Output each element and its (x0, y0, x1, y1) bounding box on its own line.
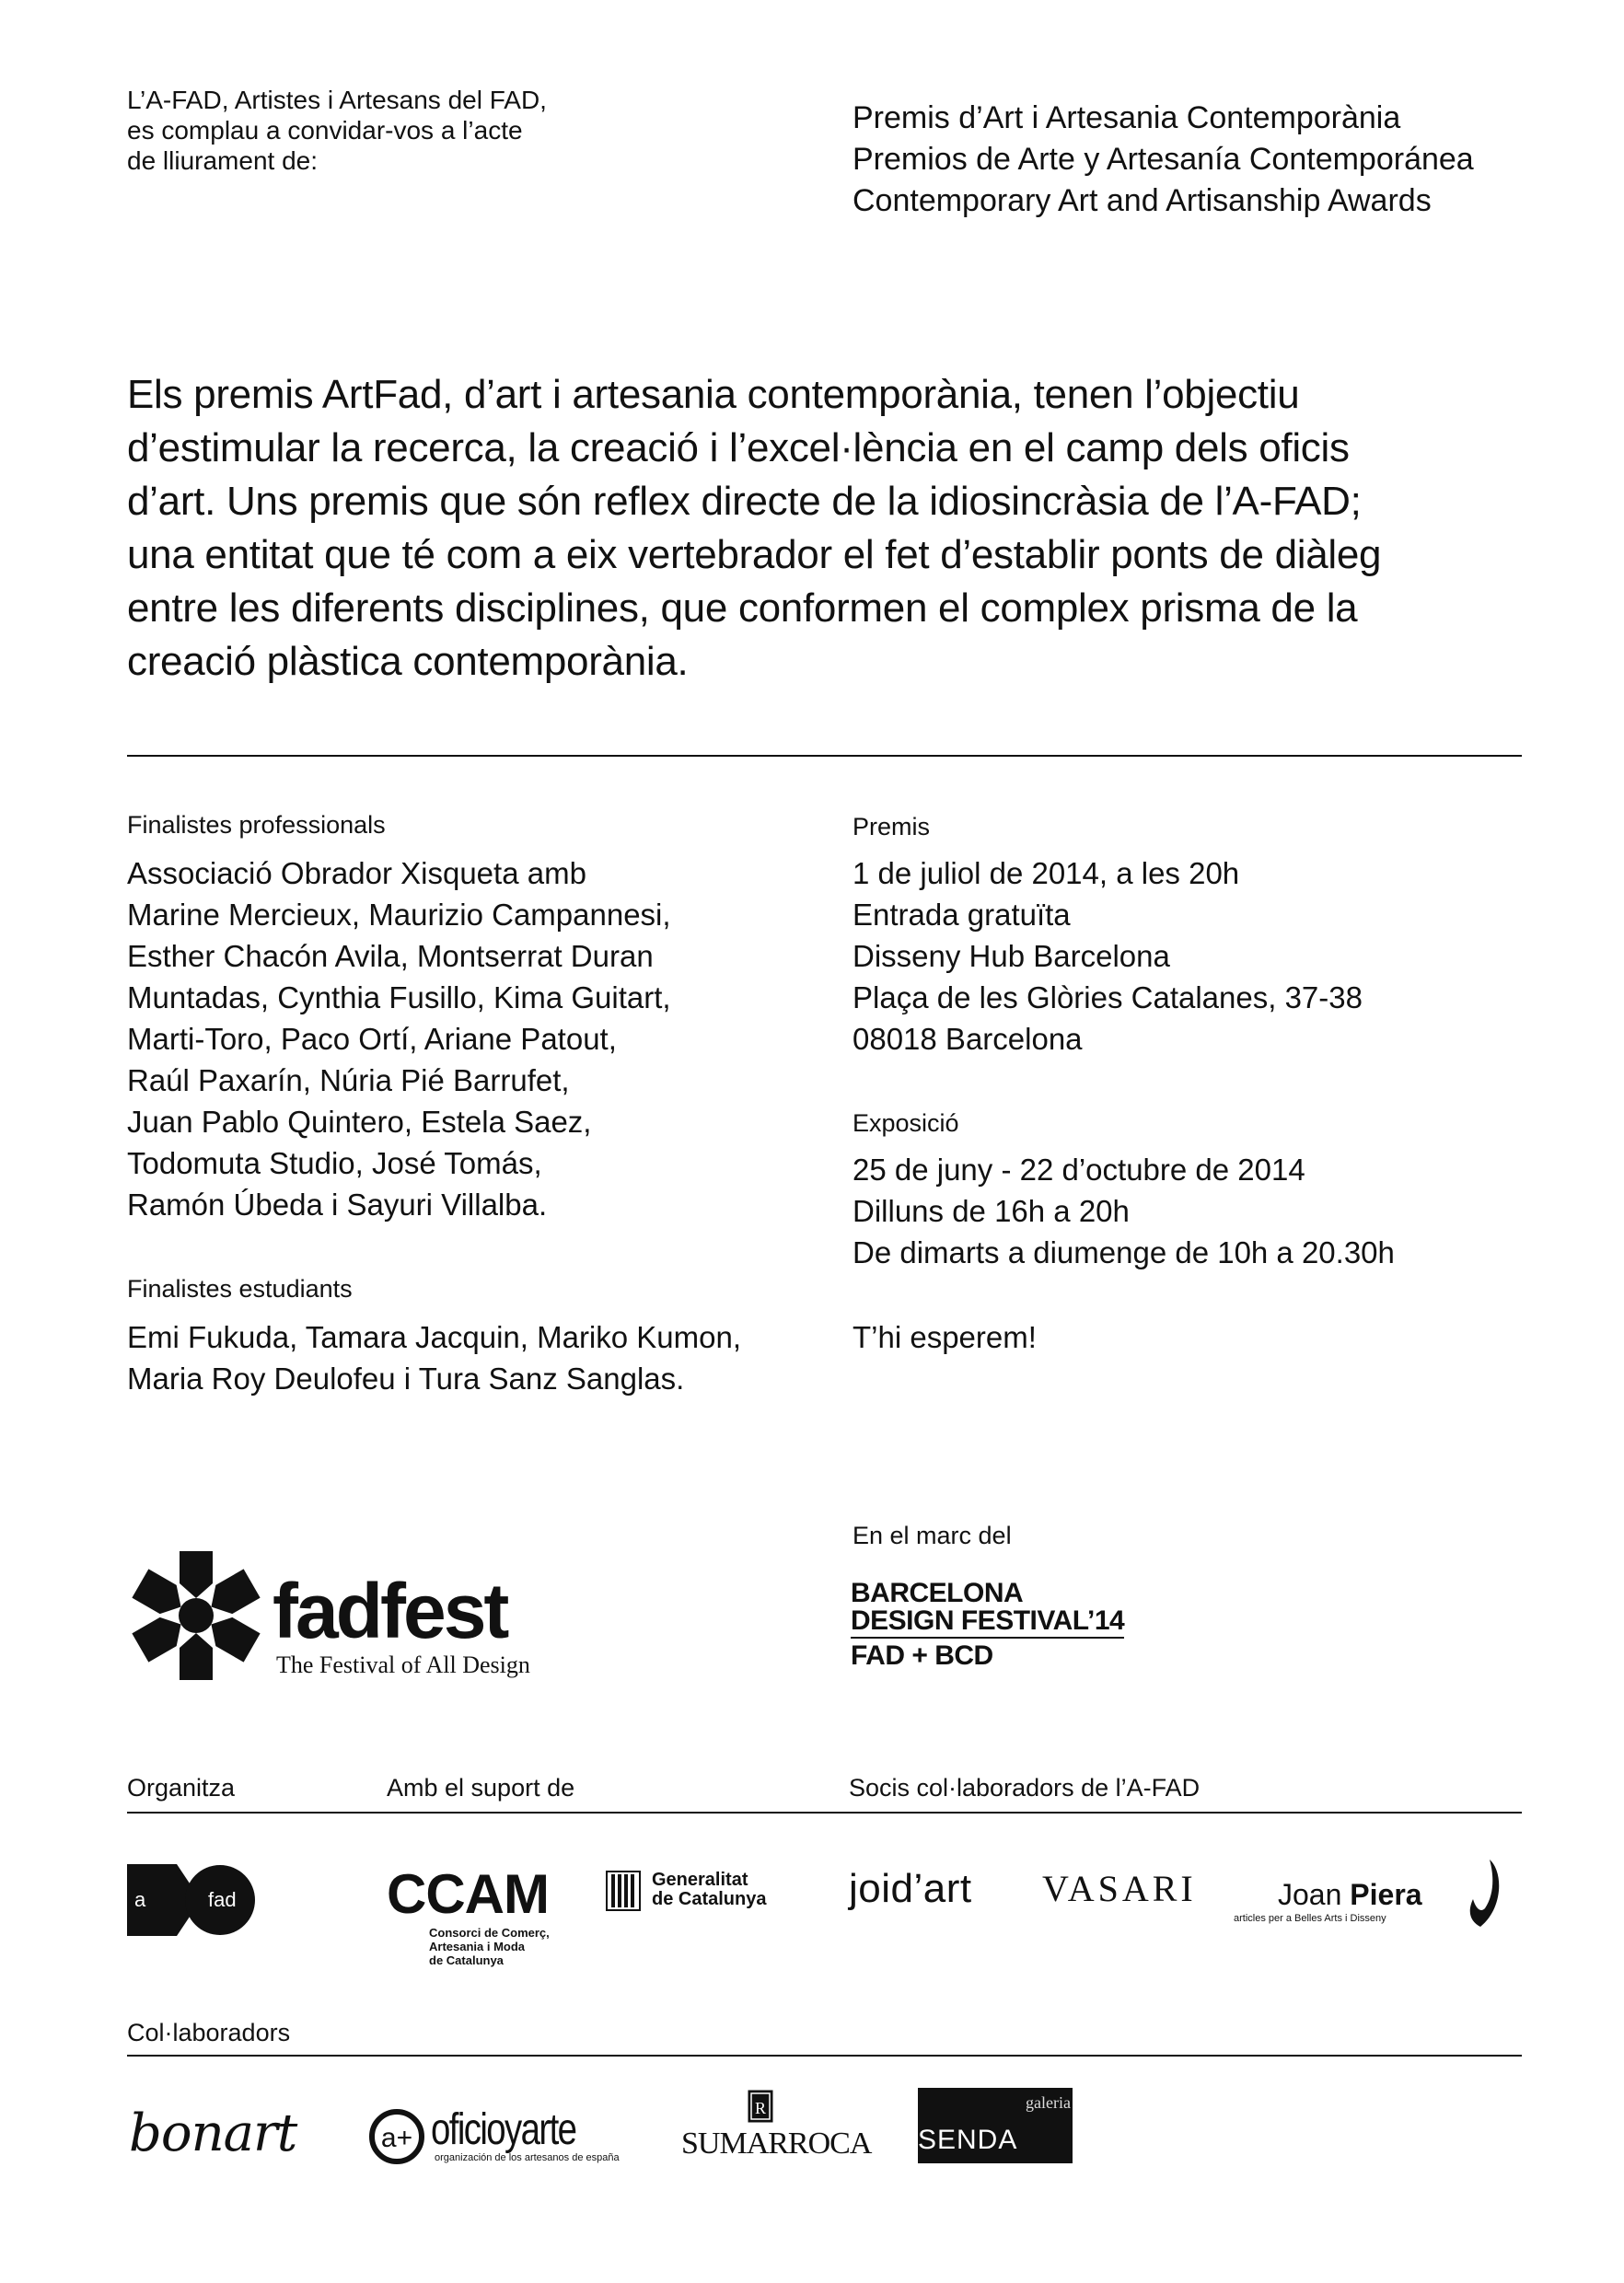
exhibition-week-hours: De dimarts a diumenge de 10h a 20.30h (853, 1235, 1395, 1269)
fadfest-flower-icon (127, 1547, 265, 1685)
awards-date: 1 de juliol de 2014, a les 20h (853, 856, 1240, 890)
divider-sponsors (127, 1812, 1522, 1814)
generalitat-logo (606, 1871, 766, 1909)
afad-shape-icon (127, 1864, 256, 1936)
fadfest-logo (127, 1547, 551, 1685)
finalist-line: Marti-Toro, Paco Ortí, Ariane Patout, (127, 1022, 617, 1056)
intro-line: Els premis ArtFad, d’art i artesania contemporània, tenen l’objectiu (127, 372, 1300, 417)
organizer-label: Organitza (127, 1774, 236, 1802)
generalitat-line: de Catalunya (652, 1889, 767, 1909)
invitation-line: es complau a convidar-vos a l’acte (127, 116, 523, 145)
vasari-logo: VASARI (1042, 1868, 1197, 1909)
svg-text:R: R (754, 2099, 767, 2117)
joan-piera-first: Joan (1278, 1878, 1342, 1911)
sumarroca-wordmark: SUMARROCA (681, 2127, 872, 2161)
divider-collaborators (127, 2055, 1522, 2057)
joan-piera-logo (1234, 1872, 1510, 1937)
awards-entry: Entrada gratuïta (853, 898, 1071, 932)
finalist-line: Todomuta Studio, José Tomás, (127, 1146, 542, 1180)
intro-line: creació plàstica contemporània. (127, 639, 689, 684)
awards-address: Plaça de les Glòries Catalanes, 37-38 (853, 980, 1363, 1014)
joan-piera-wordmark (1278, 1880, 1422, 1909)
intro-line: d’estimular la recerca, la creació i l’excel·lència en el camp dels oficis (127, 425, 1350, 470)
intro-line: una entitat que té com a eix vertebrador el fet d’establir ponts de diàleg (127, 532, 1382, 577)
support-label: Amb el suport de (387, 1774, 575, 1802)
oficioyarte-tagline: organización de los artesanos de españa (435, 2152, 620, 2163)
finalist-line: Raúl Paxarín, Núria Pié Barrufet, (127, 1063, 570, 1097)
finalist-line: Associació Obrador Xisqueta amb (127, 856, 586, 890)
fadfest-wordmark: fadfest (273, 1568, 507, 1654)
afad-logo-fad: fad (208, 1888, 237, 1911)
joidart-logo: joid’art (849, 1866, 972, 1911)
collaborators-label: Col·laboradors (127, 2019, 291, 2046)
ccam-sub-line: Artesania i Moda (429, 1940, 526, 1953)
finalist-line: Esther Chacón Avila, Montserrat Duran (127, 939, 654, 973)
ccam-sub-line: Consorci de Comerç, (429, 1926, 550, 1940)
award-title-en: Contemporary Art and Artisanship Awards (853, 183, 1432, 218)
student-finalists-label: Finalistes estudiants (127, 1275, 353, 1303)
afad-logo-a: a (134, 1888, 146, 1911)
fadfest-tagline: The Festival of All Design (276, 1651, 530, 1678)
generalitat-emblem-icon (606, 1871, 641, 1911)
sumarroca-logo (681, 2090, 872, 2173)
awards-venue: Disseny Hub Barcelona (853, 939, 1170, 973)
partners-label: Socis col·laboradors de l’A-FAD (849, 1774, 1201, 1802)
svg-text:a+: a+ (380, 2123, 413, 2153)
intro-paragraph (127, 368, 1381, 689)
afad-logo (127, 1864, 256, 1936)
joan-piera-last: Piera (1350, 1878, 1422, 1911)
exhibition-details (853, 1149, 1395, 1273)
bdf-line: DESIGN FESTIVAL’14 (851, 1607, 1124, 1639)
award-titles (853, 98, 1474, 222)
award-title-ca: Premis d’Art i Artesania Contemporània (853, 100, 1401, 135)
brush-stroke-icon (1462, 1858, 1508, 1931)
intro-line: entre les diferents disciplines, que conformen el complex prisma de la (127, 585, 1358, 631)
intro-line: d’art. Uns premis que són reflex directe de la idiosincràsia de l’A-FAD; (127, 479, 1362, 524)
framework-label: En el marc del (853, 1522, 1012, 1549)
senda-logo (918, 2088, 1073, 2163)
divider-intro (127, 755, 1522, 757)
joan-piera-tagline: articles per a Belles Arts i Disseny (1234, 1913, 1386, 1924)
student-finalists-list (127, 1316, 741, 1399)
finalist-line: Muntadas, Cynthia Fusillo, Kima Guitart, (127, 980, 671, 1014)
generalitat-line: Generalitat (652, 1870, 748, 1890)
exhibition-monday-hours: Dilluns de 16h a 20h (853, 1194, 1130, 1228)
finalist-line: Juan Pablo Quintero, Estela Saez, (127, 1105, 592, 1139)
finalist-line: Marine Mercieux, Maurizio Campannesi, (127, 898, 671, 932)
award-title-es: Premios de Arte y Artesanía Contemporánea (853, 142, 1474, 177)
awards-details (853, 852, 1363, 1060)
sumarroca-monogram-icon (748, 2090, 773, 2123)
bonart-logo: bonart (129, 2103, 297, 2163)
at-plus-icon (368, 2108, 425, 2165)
finalist-line: Ramón Úbeda i Sayuri Villalba. (127, 1188, 548, 1222)
ccam-sub-line: de Catalunya (429, 1953, 504, 1967)
ccam-wordmark: CCAM (387, 1863, 549, 1925)
finalist-line: Maria Roy Deulofeu i Tura Sanz Sanglas. (127, 1362, 685, 1396)
invitation-line: de lliurament de: (127, 146, 319, 175)
professional-finalists-list (127, 852, 671, 1225)
awards-label: Premis (853, 813, 931, 840)
ccam-logo (387, 1863, 550, 1967)
exhibition-dates: 25 de juny - 22 d’octubre de 2014 (853, 1153, 1305, 1187)
oficioyarte-wordmark: oficioyarte (431, 2105, 576, 2154)
invitation-text (127, 85, 547, 176)
oficioyarte-logo (368, 2106, 644, 2171)
closing-text: T’hi esperem! (853, 1320, 1037, 1354)
invitation-line: L’A-FAD, Artistes i Artesans del FAD, (127, 86, 547, 114)
exhibition-label: Exposició (853, 1109, 959, 1137)
bdf-line: BARCELONA (851, 1578, 1024, 1608)
senda-galeria: galeria (1026, 2093, 1071, 2112)
finalist-line: Emi Fukuda, Tamara Jacquin, Mariko Kumon, (127, 1320, 742, 1354)
senda-wordmark: SENDA (918, 2125, 1018, 2155)
awards-city: 08018 Barcelona (853, 1022, 1083, 1056)
professional-finalists-label: Finalistes professionals (127, 811, 386, 839)
bdf-sub: FAD + BCD (851, 1640, 993, 1671)
bdf-logo (851, 1580, 1124, 1670)
